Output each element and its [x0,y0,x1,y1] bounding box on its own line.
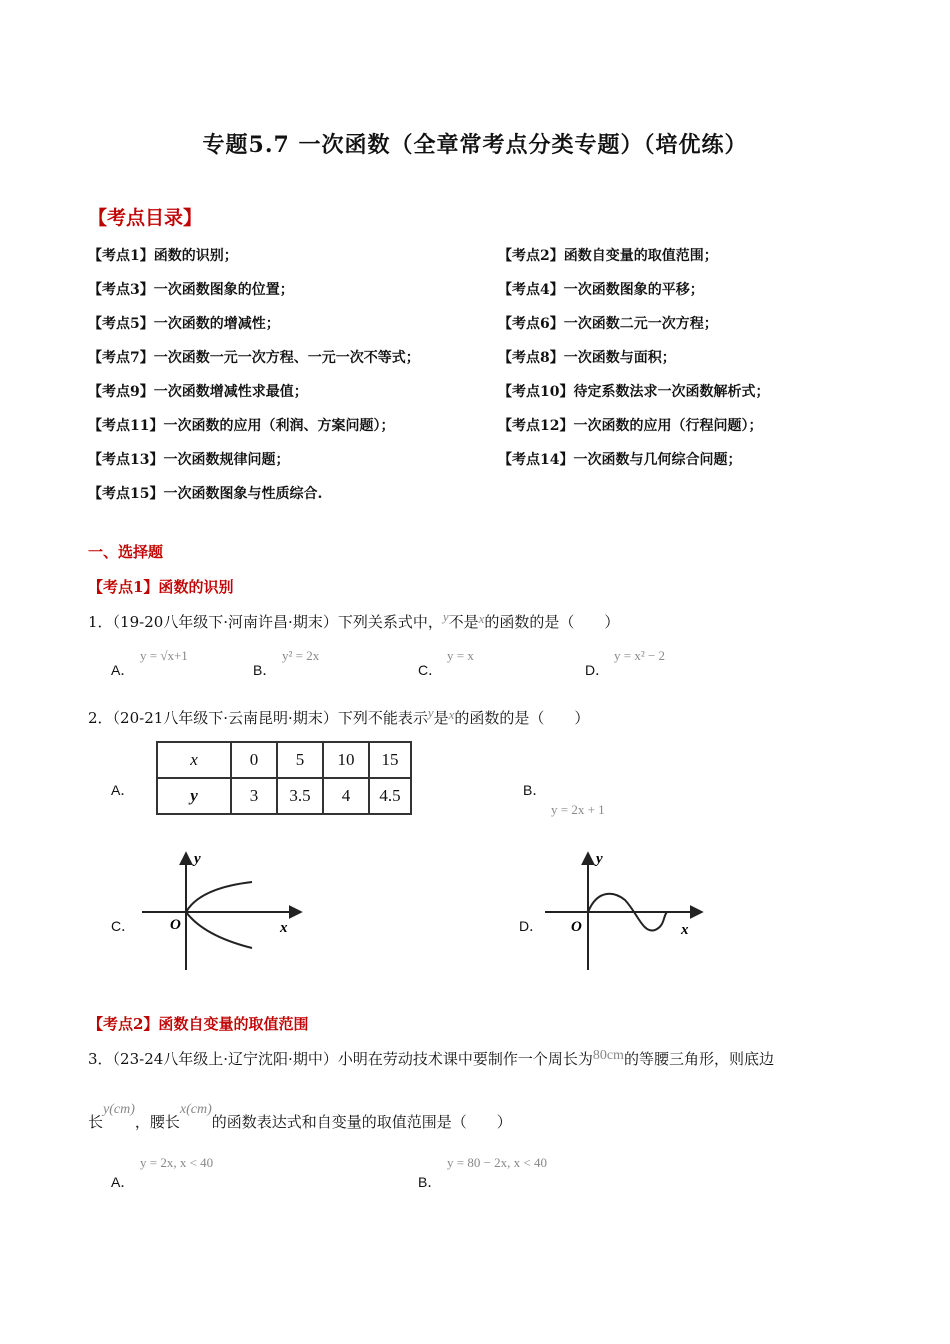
curve-upper [186,882,252,912]
question-stem: 的函数表达式和自变量的取值范围是（ ） [211,1113,512,1131]
axis-label-x: x [681,922,689,938]
question-stem: 长 [88,1113,104,1131]
toc-item [498,313,718,333]
var-x: x [448,707,455,722]
toc-item [88,279,294,299]
question-stem: 的函数的是（ ） [484,613,620,631]
var-y: y [442,609,449,624]
origin-label: O [170,917,181,933]
option-label[interactable]: A． [111,1174,135,1190]
question-stem: 的等腰三角形，则底边 [623,1050,774,1068]
table-cell: y [157,778,231,814]
toc-tag: 【考点6】 [498,316,564,332]
table-cell: 0 [231,742,277,778]
var-x: x [478,611,485,626]
value-table [156,741,412,815]
question-stem: 小明在劳动技术课中要制作一个周长为 [337,1050,593,1068]
axis-label-x: x [280,920,288,936]
option-expr: y = 2x + 1 [551,802,605,817]
toc-tag: 【考点10】 [498,384,574,400]
toc-item [88,415,394,435]
toc-tag: 【考点14】 [498,452,574,468]
toc-text: 函数自变量的取值范围； [563,248,718,264]
toc-tag: 【考点15】 [88,486,164,502]
table-cell: 3.5 [277,778,323,814]
var-ycm: y(cm) [103,1102,135,1117]
toc-item [498,245,718,265]
question-stem: 的函数的是（ ） [454,709,590,727]
toc-item [498,279,704,299]
toc-text: 一次函数与几何综合问题； [573,452,742,468]
question-stem: 下列关系式中， [337,613,443,631]
question-source: （20-21八年级下·云南昆明·期末） [112,709,338,727]
toc-tag: 【考点11】 [88,418,164,434]
option-label[interactable]: C． [111,918,136,934]
question-stem: ，腰长 [134,1113,180,1131]
question-number: 1． [88,613,113,631]
question-number: 2． [88,709,113,727]
toc-item [88,347,420,367]
question-source: （23-24八年级上·辽宁沈阳·期中） [112,1050,338,1068]
toc-text: 函数的识别； [153,248,238,264]
table-cell: 10 [323,742,369,778]
toc-tag: 【考点8】 [498,350,564,366]
curve-lower [186,912,252,948]
toc-text: 一次函数图象的平移； [563,282,704,298]
toc-tag: 【考点2】 [498,248,564,264]
toc-item [88,245,238,265]
toc-heading: 【考点目录】 [88,207,203,229]
table-row [157,742,411,778]
question-3-line2 [88,1102,512,1132]
option-expr: y = √x+1 [140,648,188,663]
option-expr: y = 80 − 2x, x < 40 [447,1155,547,1170]
option-label[interactable]: D． [585,662,610,678]
option-expr: y = x [447,648,474,663]
toc-text: 一次函数二元一次方程； [563,316,718,332]
toc-item [498,347,676,367]
table-cell: 5 [277,742,323,778]
table-cell: 4.5 [369,778,411,814]
option-expr: y² = 2x [282,648,320,663]
toc-tag: 【考点12】 [498,418,574,434]
option-label[interactable]: D． [519,918,544,934]
option-label[interactable]: C． [418,662,443,678]
question-stem: 不是 [448,613,479,631]
option-label[interactable]: B． [523,782,547,798]
toc-item [88,313,280,333]
table-cell: 4 [323,778,369,814]
toc-text: 一次函数图象与性质综合. [163,486,323,502]
question-2 [88,707,589,728]
toc-tag: 【考点1】 [88,248,154,264]
option-expr: y = x² − 2 [614,648,666,663]
question-source: （19-20八年级下·河南许昌·期末） [112,613,338,631]
page-title: 专题5.7 一次函数（全章常考点分类专题）（培优练） [202,132,748,158]
toc-tag: 【考点3】 [88,282,154,298]
kp-heading: 【考点2】函数自变量的取值范围 [88,1015,309,1033]
table-cell: 15 [369,742,411,778]
toc-text: 一次函数图象的位置； [153,282,294,298]
toc-item [498,415,762,435]
axis-label-y: y [596,851,603,867]
toc-item [498,449,741,469]
graph-c [140,848,310,973]
option-label[interactable]: B． [253,662,277,678]
question-stem: 是 [433,709,449,727]
table-row [157,778,411,814]
toc-tag: 【考点7】 [88,350,154,366]
question-stem: 下列不能表示 [337,709,428,727]
toc-item [498,381,769,401]
toc-text: 待定系数法求一次函数解析式； [573,384,770,400]
table-cell: 3 [231,778,277,814]
toc-tag: 【考点4】 [498,282,564,298]
toc-text: 一次函数与面积； [563,350,676,366]
option-expr: y = 2x, x < 40 [140,1155,214,1170]
toc-text: 一次函数一元一次方程、一元一次不等式； [153,350,420,366]
origin-label: O [571,919,582,935]
var-xcm: x(cm) [179,1102,212,1117]
toc-item [88,381,308,401]
question-3 [88,1048,774,1069]
table-cell: x [157,742,231,778]
toc-text: 一次函数的应用（行程问题）； [573,418,763,434]
section-heading: 一、选择题 [88,543,164,561]
kp-heading: 【考点1】函数的识别 [88,578,234,596]
toc-item [88,483,322,503]
option-label[interactable]: A． [111,782,135,798]
var-y: y [427,705,434,720]
toc-tag: 【考点5】 [88,316,154,332]
option-label[interactable]: A． [111,662,135,678]
perimeter-value: 80cm [592,1048,624,1063]
graph-d [543,848,713,973]
toc-text: 一次函数规律问题； [163,452,290,468]
toc-text: 一次函数的应用（利润、方案问题）； [163,418,395,434]
toc-tag: 【考点9】 [88,384,154,400]
option-label[interactable]: B． [418,1174,442,1190]
axis-label-y: y [194,851,201,867]
question-1 [88,611,619,632]
toc-item [88,449,289,469]
toc-tag: 【考点13】 [88,452,164,468]
toc-text: 一次函数增减性求最值； [153,384,308,400]
toc-text: 一次函数的增减性； [153,316,280,332]
question-number: 3． [88,1050,113,1068]
